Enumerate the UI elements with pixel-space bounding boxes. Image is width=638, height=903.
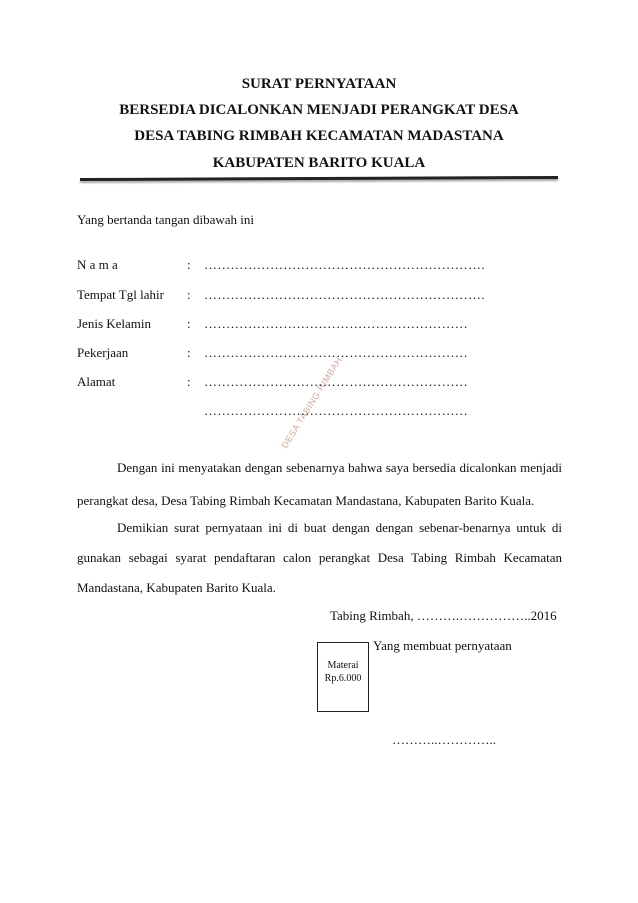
field-dots: ……………………………………………………….: [204, 257, 485, 272]
field-dots: ……………………………………………………: [204, 345, 468, 360]
signer-label: Yang membuat pernyataan: [373, 638, 512, 653]
doc-subtitle-3: KABUPATEN BARITO KUALA: [212, 155, 426, 171]
field-label: N a m a: [77, 257, 118, 272]
watermark-text: DESA TABING RIMBAH: [279, 355, 345, 450]
paragraph-2-line-3: Mandastana, Kabupaten Barito Kuala.: [77, 580, 276, 595]
materai-stamp-box: [317, 642, 369, 712]
doc-subtitle-2: DESA TABING RIMBAH KECAMATAN MADASTANA: [134, 128, 504, 144]
field-label: Pekerjaan: [77, 345, 129, 360]
header-divider: [80, 176, 558, 181]
stamp-label: Materai: [327, 660, 359, 671]
paragraph-1-line-2: perangkat desa, Desa Tabing Rimbah Kecamatan Mandastana, Kabupaten Barito Kuala.: [77, 493, 535, 508]
field-label: Jenis Kelamin: [77, 316, 152, 331]
field-colon: :: [187, 287, 191, 302]
field-colon: :: [187, 257, 191, 272]
field-dots: ……………………………………………………….: [204, 287, 485, 302]
stamp-value: Rp.6.000: [324, 673, 362, 684]
field-dots: ……………………………………………………: [204, 374, 468, 389]
paragraph-2-line-1: Demikian surat pernyataan ini di buat dengan dengan sebenar-benarnya untuk di: [117, 520, 562, 535]
field-colon: :: [187, 316, 191, 331]
field-alamat-line2: ……………………………………………………: [204, 403, 468, 418]
doc-subtitle-1: BERSEDIA DICALONKAN MENJADI PERANGKAT DESA: [119, 102, 519, 118]
paragraph-2-line-2: gunakan sebagai syarat pendaftaran calon perangkat Desa Tabing Rimbah Kecamatan: [77, 550, 562, 565]
signature-line: ………..…………..: [392, 732, 496, 747]
intro-text: Yang bertanda tangan dibawah ini: [77, 212, 255, 227]
place-date: Tabing Rimbah, ……….……………..2016: [330, 608, 557, 623]
doc-title: SURAT PERNYATAAN: [241, 76, 397, 92]
field-colon: :: [187, 374, 191, 389]
field-dots: ……………………………………………………: [204, 316, 468, 331]
field-colon: :: [187, 345, 191, 360]
paragraph-1-line-1: Dengan ini menyatakan dengan sebenarnya bahwa saya bersedia dicalonkan menjadi: [117, 460, 562, 475]
field-label: Alamat: [77, 374, 116, 389]
field-label: Tempat Tgl lahir: [77, 287, 164, 302]
